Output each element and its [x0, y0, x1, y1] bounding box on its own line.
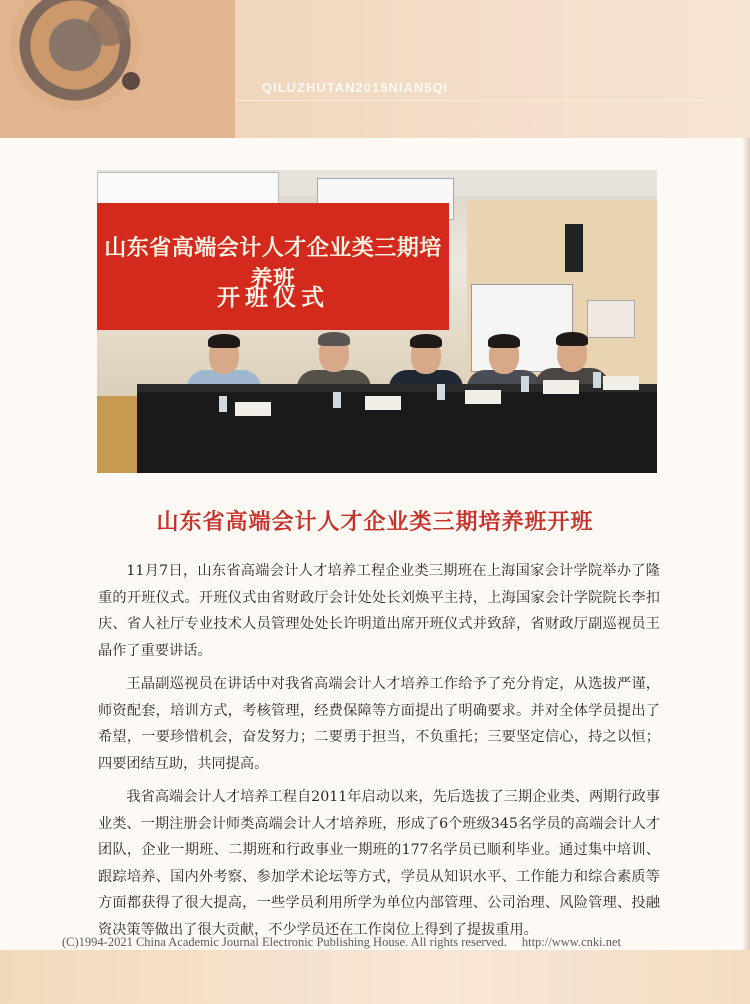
footer: [62, 935, 702, 950]
header-decoration: [0, 0, 235, 138]
bottom-band: [0, 950, 750, 1004]
running-title: QILUZHUTAN2015NIAN5QI: [262, 80, 449, 95]
gear-small-icon: [88, 4, 130, 46]
header-rule: [235, 100, 750, 101]
nameplate: [235, 402, 271, 416]
article-title: 山东省高端会计人才企业类三期培养班开班: [156, 509, 594, 535]
footer-url[interactable]: http://www.cnki.net: [521, 935, 622, 949]
header-band: [0, 0, 750, 138]
gear-dot-icon: [122, 72, 140, 90]
water-bottle: [593, 372, 601, 388]
water-bottle: [521, 376, 529, 392]
nameplate: [365, 396, 401, 410]
photo-banner: [97, 203, 449, 330]
banner-text-line1: 山东省高端会计人才企业类三期培养班: [104, 236, 442, 292]
nameplate: [465, 390, 501, 404]
wall-panel: [587, 300, 635, 338]
article-paragraph: 11月7日，山东省高端会计人才培养工程企业类三期班在上海国家会计学院举办了隆重的开班仪式。开班仪式由省财政厅会计处处长刘焕平主持，上海国家会计学院院长李扣庆、省人社厅专业技术人员管理处处长许明道出席开班仪式并致辞，省财政厅副巡视员王晶作了重要讲话。: [98, 563, 660, 659]
nameplate: [603, 376, 639, 390]
water-bottle: [437, 384, 445, 400]
page-edge-shadow: [742, 138, 750, 950]
copyright-notice: (C)1994-2021 China Academic Journal Electronic Publishing House. All rights reserved.: [62, 935, 507, 949]
water-bottle: [333, 392, 341, 408]
photo-floor: [97, 396, 137, 473]
nameplate: [543, 380, 579, 394]
ceiling-light: [97, 172, 279, 204]
banner-text-line2: 开班仪式: [217, 285, 329, 311]
article-body: [98, 558, 660, 950]
water-bottle: [219, 396, 227, 412]
article-paragraph: 我省高端会计人才培养工程自2011年启动以来，先后选拔了三期企业类、两期行政事业类、一期注册会计师类高端会计人才培养班，形成了6个班级345名学员的高端会计人才团队，企业一期班、二期班和行政事业一期班的177名学员已顺利毕业。通过集中培训、跟踪培养、国内外考察、参加学术论坛等方式，学员从知识水平、工作能力和综合素质等方面都获得了很大提高，一些学员利用所学为单位内部管理、公司治理、风险管理、投融资决策等做出了很大贡献，不少学员还在工作岗位上得到了提拔重用。: [98, 789, 660, 938]
article-paragraph: 王晶副巡视员在讲话中对我省高端会计人才培养工作给予了充分肯定，从选拔严谨，师资配套，培训方式，考核管理，经费保障等方面提出了明确要求。并对全体学员提出了希望，一要珍惜机会，奋发努力；二要勇于担当，不负重托；三要坚定信心，持之以恒；四要团结互助，共同提高。: [98, 676, 660, 772]
speaker-icon: [565, 224, 583, 272]
event-photo: [97, 170, 657, 473]
